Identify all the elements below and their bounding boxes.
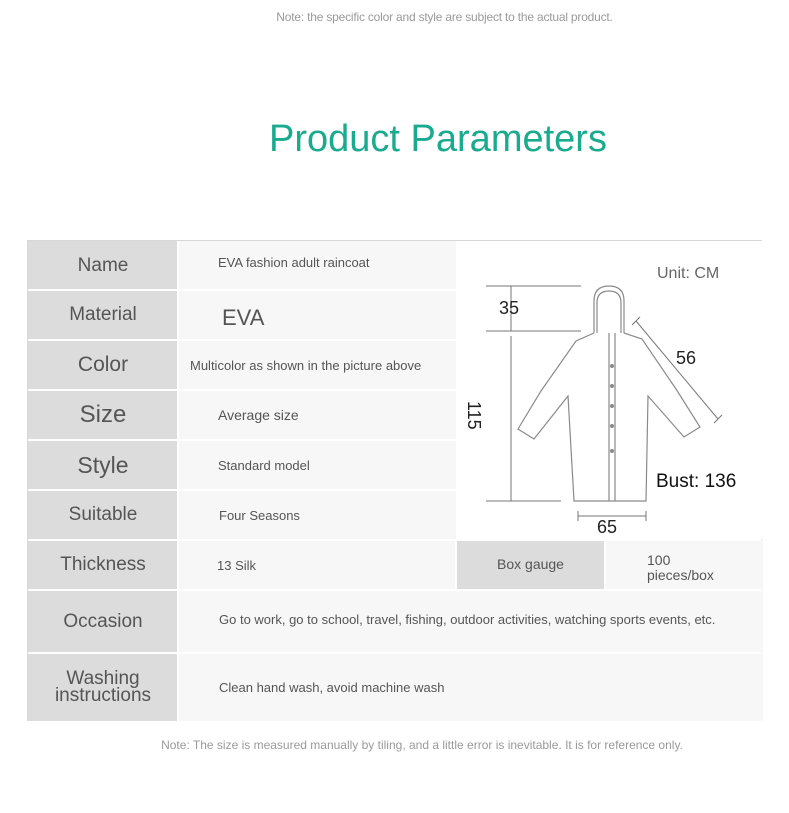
parameters-table <box>27 240 762 721</box>
width-dimension: 65 <box>597 517 618 537</box>
note-bottom: Note: The size is measured manually by tiling, and a little error is inevitable. It is for reference only. <box>161 738 683 752</box>
label-color: Color <box>28 340 178 390</box>
value-box-gauge <box>605 540 763 590</box>
raincoat-size-diagram <box>456 241 763 539</box>
box-gauge-qty: 100 <box>647 552 671 568</box>
page-title: Product Parameters <box>269 118 607 160</box>
washing-label-line1: Washing <box>66 668 140 689</box>
value-size: Average size <box>178 390 456 440</box>
value-suitable: Four Seasons <box>178 490 456 540</box>
label-thickness: Thickness <box>28 540 178 590</box>
box-gauge-unit: pieces/box <box>647 567 714 583</box>
washing-label-line2: instructions <box>54 685 152 706</box>
value-occasion: Go to work, go to school, travel, fishing, outdoor activities, watching sports events, etc. <box>178 590 763 653</box>
raincoat-outline-icon <box>456 241 763 539</box>
bust-dimension: Bust: 136 <box>656 471 737 492</box>
value-washing: Clean hand wash, avoid machine wash <box>178 653 763 721</box>
value-material: EVA <box>178 290 456 340</box>
value-thickness: 13 Silk <box>178 540 456 590</box>
value-style: Standard model <box>178 440 456 490</box>
note-top: Note: the specific color and style are subject to the actual product. <box>276 10 613 24</box>
hood-dimension: 35 <box>499 298 520 318</box>
unit-label: Unit: CM <box>657 265 720 282</box>
label-suitable: Suitable <box>28 490 178 540</box>
label-material: Material <box>28 290 178 340</box>
value-name: EVA fashion adult raincoat <box>178 241 456 290</box>
label-washing <box>28 653 178 721</box>
label-occasion: Occasion <box>28 590 178 653</box>
value-color: Multicolor as shown in the picture above <box>178 340 456 390</box>
label-name: Name <box>28 241 178 290</box>
label-style: Style <box>28 440 178 490</box>
sleeve-dimension: 56 <box>676 348 697 368</box>
label-box-gauge: Box gauge <box>456 540 605 590</box>
label-size: Size <box>28 390 178 440</box>
length-dimension: 115 <box>464 401 484 430</box>
